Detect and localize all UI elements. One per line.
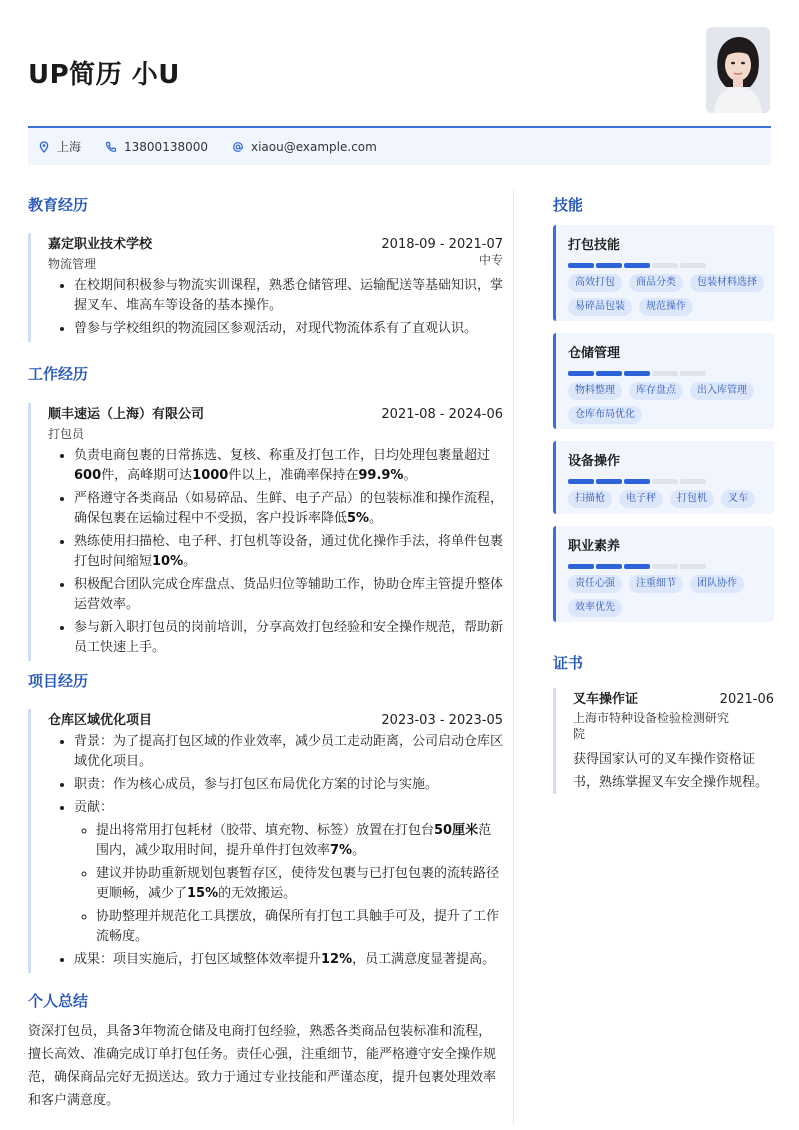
list-item: ◦ 提出将常用打包耗材（胶带、填充物、标签）放置在打包台50厘米范围内，减少取用时间，提升单件打包效率7%。 <box>96 821 503 861</box>
skill-tag: 包装材料选择 <box>690 274 764 292</box>
education-bullets <box>48 276 503 339</box>
company-name: 顺丰速运（上海）有限公司 <box>48 407 205 422</box>
list-item: • 曾参与学校组织的物流园区参观活动，对现代物流体系有了直观认识。 <box>74 319 503 339</box>
skill-level-segment <box>624 263 650 268</box>
list-item: • 负责电商包裹的日常拣选、复核、称重及打包工作，日均处理包裹量超过600件，高峰期可达1000件以上，准确率保持在99.9%。 <box>74 446 503 486</box>
skill-title: 设备操作 <box>568 454 621 469</box>
project-entry <box>28 709 503 973</box>
list-item: • 成果：项目实施后，打包区域整体效率提升12%，员工满意度显著提高。 <box>74 950 503 970</box>
list-item: ◦ 建议并协助重新规划包裹暂存区，使待发包裹与已打包包裹的流转路径更顺畅，减少了15%的无效搬运。 <box>96 864 503 904</box>
skill-tag: 团队协作 <box>690 575 744 593</box>
section-title-skills: 技能 <box>553 196 584 214</box>
skill-level-segment <box>680 263 706 268</box>
skill-level-segment <box>680 479 706 484</box>
skill-tags <box>568 382 774 430</box>
list-item: • 参与新入职打包员的岗前培训，分享高效打包经验和安全操作规范，帮助新员工快速上手。 <box>74 618 503 658</box>
list-item: • 熟练使用扫描枪、电子秤、打包机等设备，通过优化操作手法，将单件包裹打包时间缩短10%。 <box>74 532 503 572</box>
avatar-portrait <box>706 27 770 113</box>
skill-tags <box>568 274 774 322</box>
skill-tag: 库存盘点 <box>629 382 683 400</box>
skill-level-segment <box>568 371 594 376</box>
skill-level-segment <box>624 564 650 569</box>
skill-tag: 高效打包 <box>568 274 622 292</box>
section-title-work: 工作经历 <box>28 365 89 383</box>
skill-level-segment <box>568 564 594 569</box>
phone-icon <box>105 141 117 153</box>
skill-tag: 规范操作 <box>639 298 693 316</box>
list-item: • 背景：为了提高打包区域的作业效率，减少员工走动距离，公司启动仓库区域优化项目。 <box>74 732 503 772</box>
location-pin-icon <box>38 141 50 153</box>
contribution-bullets <box>74 821 503 947</box>
skill-title: 职业素养 <box>568 539 621 554</box>
school-name: 嘉定职业技术学校 <box>48 237 153 252</box>
skill-tag: 仓库布局优化 <box>568 406 642 424</box>
contact-location <box>38 138 81 155</box>
skill-level-segment <box>624 479 650 484</box>
skill-level-segment <box>596 263 622 268</box>
cert-issuer: 上海市特种设备检验检测研究院 <box>573 711 730 741</box>
skill-tag: 注重细节 <box>629 575 683 593</box>
skill-tag: 出入库管理 <box>690 382 754 400</box>
skill-level-bar <box>568 371 774 376</box>
skill-level-bar <box>568 263 774 268</box>
column-divider <box>513 190 514 1125</box>
phone-text: 13800138000 <box>124 139 208 154</box>
skill-title: 打包技能 <box>568 238 621 253</box>
skill-tag: 物料整理 <box>568 382 622 400</box>
summary-text: 资深打包员，具备3年物流仓储及电商打包经验，熟悉各类商品包装标准和流程，擅长高效、准确完成订单打包任务。责任心强，注重细节，能严格遵守安全操作规范，确保商品完好无损送达。致力于通过专业技能和严谨态度，提升包裹处理效率和客户满意度。 <box>28 1024 497 1108</box>
section-title-certs: 证书 <box>553 654 584 672</box>
skill-level-segment <box>596 479 622 484</box>
skill-level-bar <box>568 564 774 569</box>
list-item: • 积极配合团队完成仓库盘点、货品归位等辅助工作，协助仓库主管提升整体运营效率。 <box>74 575 503 615</box>
skill-tag: 责任心强 <box>568 575 622 593</box>
skill-tag: 叉车 <box>721 490 755 508</box>
skill-tag: 扫描枪 <box>568 490 612 508</box>
skill-card <box>553 526 774 622</box>
skill-card <box>553 441 774 514</box>
skill-level-segment <box>596 371 622 376</box>
contact-phone[interactable] <box>105 140 208 154</box>
skill-tags <box>568 575 774 623</box>
job-role: 打包员 <box>48 427 85 441</box>
email-text: xiaou@example.com <box>251 139 377 154</box>
location-text: 上海 <box>57 140 82 154</box>
skill-tag: 商品分类 <box>629 274 683 292</box>
work-entry <box>28 403 503 661</box>
skill-level-segment <box>680 371 706 376</box>
list-item: • 职责：作为核心成员，参与打包区布局优化方案的讨论与实施。 <box>74 775 503 795</box>
education-entry <box>28 233 503 342</box>
skill-level-segment <box>652 371 678 376</box>
skill-level-segment <box>652 263 678 268</box>
contact-email[interactable] <box>232 140 377 154</box>
section-title-projects: 项目经历 <box>28 672 89 690</box>
cert-entry <box>553 688 774 794</box>
contact-bar <box>28 128 771 165</box>
list-item: • 贡献： ◦ 提出将常用打包耗材（胶带、填充物、标签）放置在打包台50厘米范围内，减少取用时间，提升单件打包效率7%。 ◦ 建议并协助重新规划包裹暂存区，使待发包裹与已打包包裹的流转路径更顺畅，减少了15%的无效搬运。 ◦ 协助整理并规范化工具摆放，确保所有打包工具触手可及，提升了工作流畅度。 <box>74 798 503 947</box>
education-major: 物流管理 <box>48 257 97 271</box>
skill-tag: 效率优先 <box>568 599 622 617</box>
skill-level-bar <box>568 479 774 484</box>
work-bullets <box>48 446 503 658</box>
skill-level-segment <box>652 479 678 484</box>
avatar <box>706 27 770 113</box>
project-dates: 2023-03 - 2023-05 <box>381 713 503 728</box>
skill-card <box>553 333 774 429</box>
list-item: • 严格遵守各类商品（如易碎品、生鲜、电子产品）的包装标准和操作流程，确保包裹在运输过程中不受损，客户投诉率降低5%。 <box>74 489 503 529</box>
skill-tag: 电子秤 <box>619 490 663 508</box>
skill-tag: 易碎品包装 <box>568 298 632 316</box>
skill-level-segment <box>624 371 650 376</box>
list-item: • 在校期间积极参与物流实训课程，熟悉仓储管理、运输配送等基础知识，掌握叉车、堆高车等设备的基本操作。 <box>74 276 503 316</box>
skill-tag: 打包机 <box>670 490 714 508</box>
list-item: ◦ 协助整理并规范化工具摆放，确保所有打包工具触手可及，提升了工作流畅度。 <box>96 907 503 947</box>
at-sign-icon <box>232 141 244 153</box>
section-title-summary: 个人总结 <box>28 992 89 1010</box>
skill-title: 仓储管理 <box>568 346 621 361</box>
education-degree: 中专 <box>478 253 503 267</box>
skill-tags <box>568 490 774 514</box>
cert-name: 叉车操作证 <box>573 692 639 707</box>
candidate-name: UP简历 小U <box>28 60 180 90</box>
skill-level-segment <box>568 263 594 268</box>
project-name: 仓库区域优化项目 <box>48 713 153 728</box>
cert-description: 获得国家认可的叉车操作资格证书，熟练掌握叉车安全操作规程。 <box>573 752 769 790</box>
education-dates: 2018-09 - 2021-07 <box>381 237 503 252</box>
skill-card <box>553 225 774 321</box>
skill-level-segment <box>652 564 678 569</box>
work-dates: 2021-08 - 2024-06 <box>381 407 503 422</box>
project-bullets <box>48 732 503 970</box>
skill-level-segment <box>680 564 706 569</box>
cert-date: 2021-06 <box>719 692 774 707</box>
section-title-education: 教育经历 <box>28 196 89 214</box>
skill-level-segment <box>596 564 622 569</box>
skill-level-segment <box>568 479 594 484</box>
